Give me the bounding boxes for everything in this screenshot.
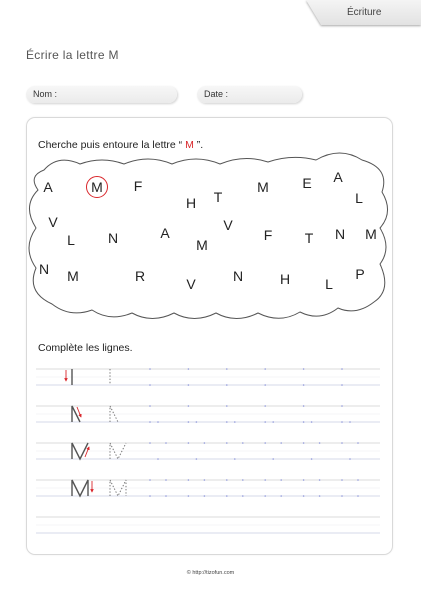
search-instruction-text: Cherche puis entoure la lettre “ (38, 139, 186, 151)
grid-letter: M (257, 179, 269, 196)
guide-row (36, 517, 380, 533)
grid-letter: T (304, 230, 314, 247)
grid-letter: E (302, 175, 312, 192)
date-field-label: Date : (204, 89, 229, 99)
footer-copyright: © http://tizofun.com (186, 570, 235, 576)
page-title: Écrire la lettre M (26, 48, 119, 62)
search-instruction (38, 139, 203, 151)
date-field (197, 86, 302, 103)
grid-letter: V (223, 217, 233, 234)
letter-grid (39, 169, 377, 292)
grid-letter: H (279, 271, 291, 288)
grid-letter: L (325, 276, 333, 293)
grid-letter: L (67, 232, 75, 249)
target-letter: M (185, 139, 194, 151)
grid-letter: R (134, 268, 146, 285)
name-field-label: Nom : (33, 89, 58, 99)
tracing-instruction: Complète les lignes. (38, 342, 133, 354)
name-field (26, 86, 177, 103)
grid-letter: V (48, 214, 58, 231)
guide-row (36, 406, 380, 422)
grid-letter: M (196, 237, 208, 254)
grid-letter: L (355, 190, 363, 207)
direction-arrow (77, 407, 81, 417)
grid-letter: T (213, 189, 223, 206)
section-tab-label: Écriture (347, 7, 382, 18)
grid-letter: N (107, 230, 119, 247)
grid-letter: N (232, 268, 244, 285)
grid-letter: A (333, 169, 343, 186)
grid-letter: N (38, 261, 50, 278)
grid-letter: M (91, 179, 103, 196)
exercise-card (26, 117, 393, 555)
grid-letter: F (133, 178, 143, 195)
grid-letter: A (160, 225, 170, 242)
grid-letter: A (43, 179, 53, 196)
section-tab (306, 0, 421, 25)
guide-row (36, 369, 380, 385)
grid-letter: H (185, 195, 197, 212)
exercise-canvas (26, 117, 393, 555)
grid-letter: M (365, 226, 377, 243)
search-instruction-end: ”. (193, 139, 204, 151)
grid-letter: V (186, 276, 196, 293)
grid-letter: N (334, 226, 346, 243)
grid-letter: M (67, 268, 79, 285)
grid-letter: F (263, 227, 273, 244)
grid-letter: P (355, 266, 365, 283)
